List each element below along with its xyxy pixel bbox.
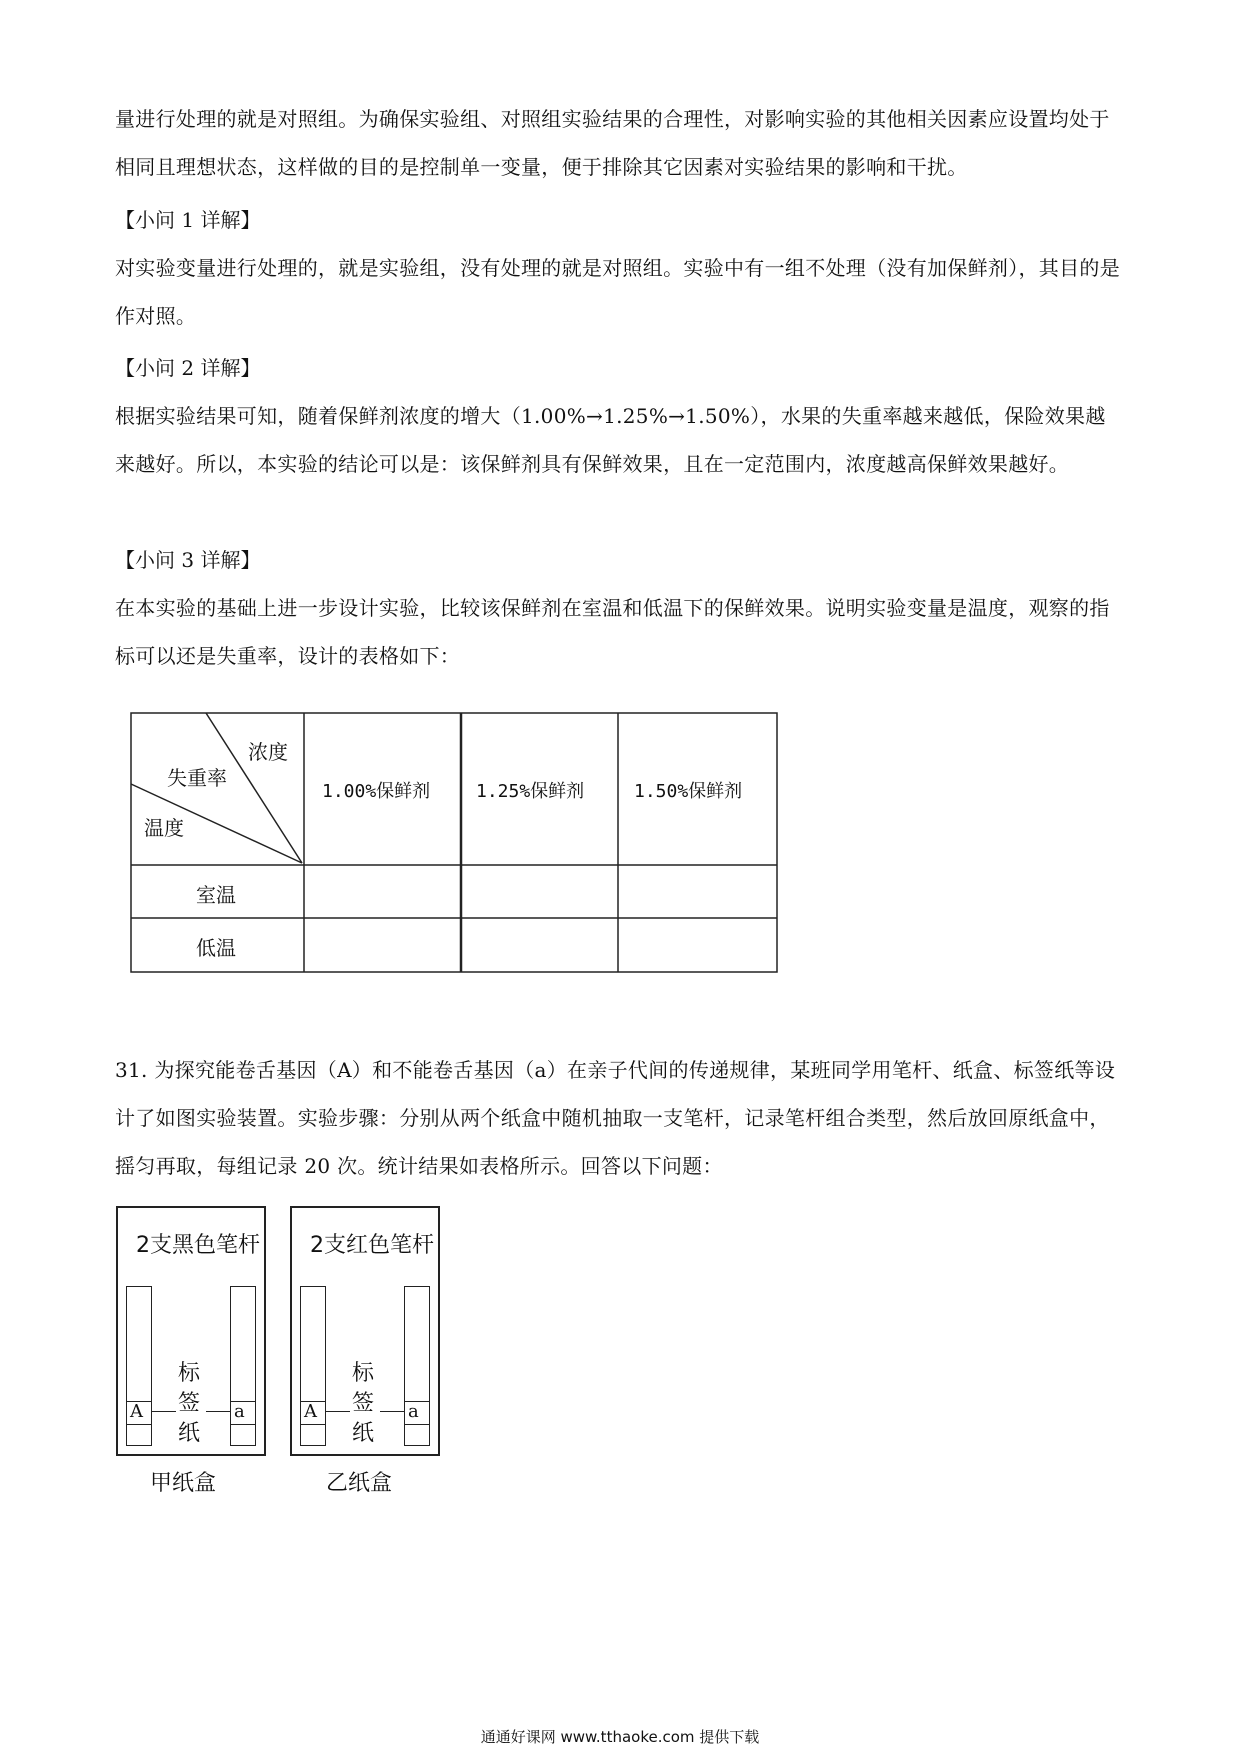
corner-label-top: 浓度 (248, 740, 288, 764)
tag-a: a (231, 1401, 255, 1425)
heading-q1: 【小问 1 详解】 (115, 208, 261, 232)
page-footer: 通通好课网 www.tthaoke.com 提供下载 (480, 1728, 760, 1746)
connector-line-left (326, 1411, 350, 1412)
label-char-1: 标 (178, 1361, 201, 1386)
label-char-3: 纸 (352, 1421, 375, 1446)
label-char-3: 纸 (178, 1421, 201, 1446)
box-yi-caption: 乙纸盒 (326, 1471, 393, 1496)
question-31: 31. 为探究能卷舌基因（A）和不能卷舌基因（a）在亲子代间的传递规律，某班同学用笔杆、纸盒、标签纸等设计了如图实验装置。实验步骤：分别从两个纸盒中随机抽取一支笔杆，记录笔杆组合类型，然后放回原纸盒中，摇匀再取，每组记录 20 次。统计结果如表格所示。回答以下问题： (115, 1058, 1116, 1178)
pen-stick-left (126, 1286, 152, 1446)
box-jia-title: 2支黑色笔杆 (136, 1233, 260, 1258)
paragraph-q3: 在本实验的基础上进一步设计实验，比较该保鲜剂在室温和低温下的保鲜效果。说明实验变量是温度，观察的指标可以还是失重率，设计的表格如下： (115, 596, 1110, 668)
row-header-2: 低温 (196, 936, 236, 960)
connector-line-left (152, 1411, 176, 1412)
label-char-2: 签 (352, 1391, 375, 1416)
design-table (130, 712, 780, 974)
corner-label-middle: 失重率 (167, 766, 227, 790)
tag-a: a (405, 1401, 429, 1425)
heading-q3: 【小问 3 详解】 (115, 548, 261, 572)
paragraph-q1: 对实验变量进行处理的，就是实验组，没有处理的就是对照组。实验中有一组不处理（没有加保鲜剂），其目的是作对照。 (115, 256, 1120, 328)
column-header-2: 1.25%保鲜剂 (476, 781, 585, 802)
box-yi (290, 1206, 440, 1456)
column-header-1: 1.00%保鲜剂 (322, 781, 431, 802)
pen-stick-left (300, 1286, 326, 1446)
corner-label-bottom: 温度 (144, 816, 184, 840)
box-jia-caption: 甲纸盒 (150, 1471, 217, 1496)
connector-line-right (206, 1411, 230, 1412)
paragraph-intro: 量进行处理的就是对照组。为确保实验组、对照组实验结果的合理性，对影响实验的其他相关因素应设置均处于相同且理想状态，这样做的目的是控制单一变量，便于排除其它因素对实验结果的影响和干扰。 (115, 107, 1110, 179)
label-char-2: 签 (178, 1391, 201, 1416)
tag-A: A (127, 1401, 151, 1425)
pen-stick-right (404, 1286, 430, 1446)
row-header-1: 室温 (196, 883, 236, 907)
label-char-1: 标 (352, 1361, 375, 1386)
box-yi-title: 2支红色笔杆 (310, 1233, 434, 1258)
tag-A: A (301, 1401, 325, 1425)
heading-q2: 【小问 2 详解】 (115, 356, 261, 380)
box-jia (116, 1206, 266, 1456)
pen-stick-right (230, 1286, 256, 1446)
column-header-3: 1.50%保鲜剂 (634, 781, 743, 802)
connector-line-right (380, 1411, 404, 1412)
paragraph-q2: 根据实验结果可知，随着保鲜剂浓度的增大（1.00%→1.25%→1.50%），水果的失重率越来越低，保险效果越来越好。所以，本实验的结论可以是：该保鲜剂具有保鲜效果，且在一定范围内，浓度越高保鲜效果越好。 (115, 404, 1106, 476)
